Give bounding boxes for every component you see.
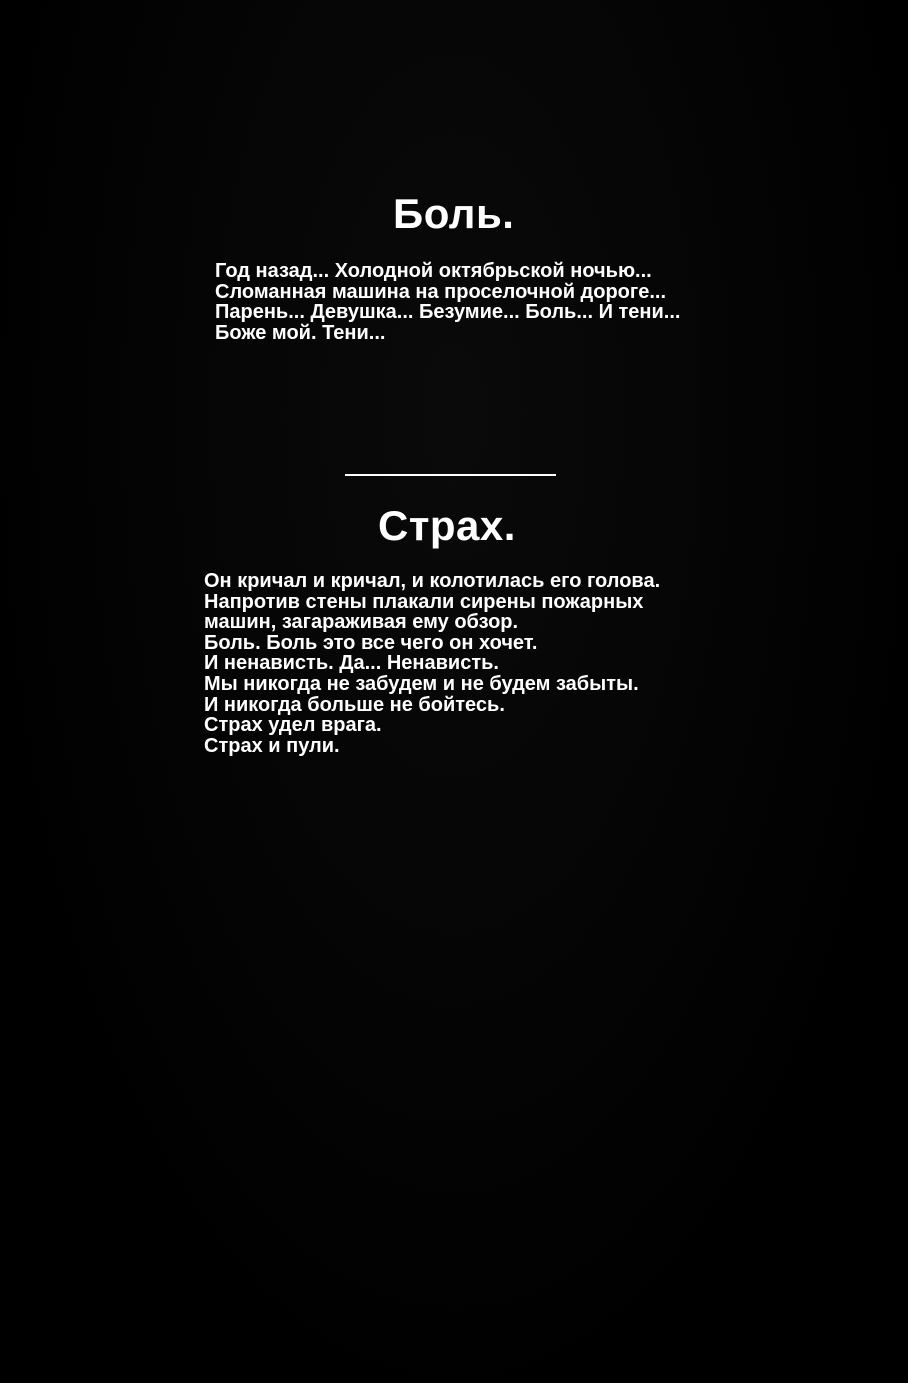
stanza-line: Он кричал и кричал, и колотилась его голова. <box>204 570 661 592</box>
stanza-line: машин, загараживая ему обзор. <box>204 611 519 634</box>
stanza-fear <box>204 571 660 756</box>
stanza-line: Страх удел врага. <box>204 714 382 737</box>
section-title-fear: Страх. <box>378 502 516 549</box>
stanza-line: Мы никогда не забудем и не будем забыты. <box>204 672 639 695</box>
stanza-line: И никогда больше не бойтесь. <box>204 693 505 716</box>
stanza-line: Парень... Девушка... Безумие... Боль... И тени... <box>215 301 681 324</box>
stanza-line: Боже мой. Тени... <box>215 321 386 344</box>
stanza-line: Год назад... Холодной октябрьской ночью... <box>215 260 652 282</box>
stanza-line: Боль. Боль это все чего он хочет. <box>204 631 538 654</box>
stanza-line: Напротив стены плакали сирены пожарных <box>204 590 644 613</box>
stanza-line: Сломанная машина на проселочной дороге... <box>215 280 667 303</box>
stanza-line: И ненависть. Да... Ненависть. <box>204 652 499 675</box>
stanza-pain <box>215 261 680 343</box>
stanza-line: Страх и пули. <box>204 734 340 757</box>
section-title-pain: Боль. <box>393 190 515 237</box>
section-divider <box>345 474 556 476</box>
